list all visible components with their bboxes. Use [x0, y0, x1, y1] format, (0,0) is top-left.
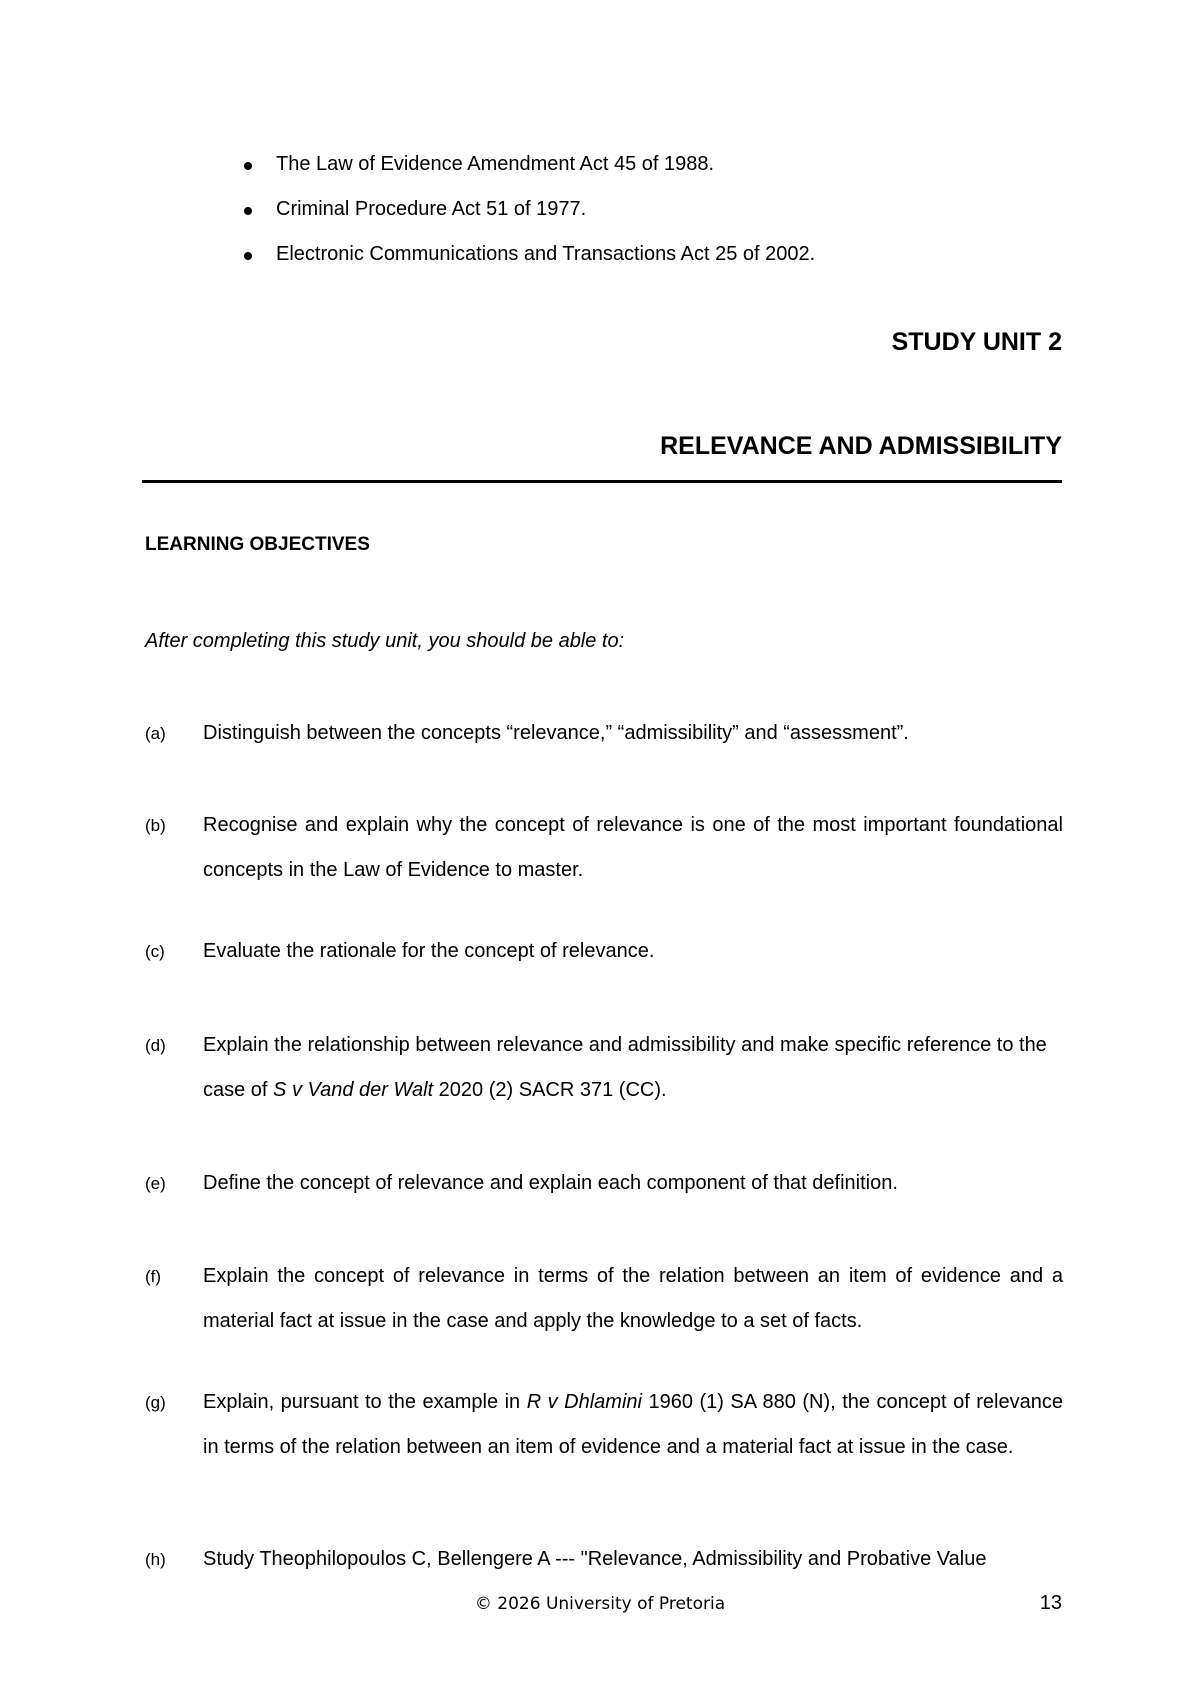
- objective-text: Study Theophilopoulos C, Bellengere A --- "Relevance, Admissibility and Probative Value: [203, 1548, 987, 1570]
- objective-marker: (f): [145, 1267, 162, 1286]
- objective-marker: (g): [145, 1393, 166, 1412]
- objective-text: [203, 1023, 1083, 1113]
- acts-list: [240, 142, 815, 277]
- case-citation: R v Dhlamini: [526, 1391, 642, 1413]
- objective-b: [145, 803, 1080, 893]
- objective-text: Distinguish between the concepts “relevance,” “admissibility” and “assessment”.: [203, 722, 909, 744]
- objective-marker: (h): [145, 1550, 166, 1569]
- objective-text: Evaluate the rationale for the concept of relevance.: [203, 940, 655, 962]
- objective-e: [145, 1161, 1080, 1206]
- objective-text-part: 1960 (1) SA 880 (N), the concept of relevance in terms of the relation between an item of evidence and a material fact at issue in the case.: [203, 1391, 1063, 1458]
- objective-text-part: Explain, pursuant to the example in: [203, 1391, 527, 1413]
- objective-marker: (b): [145, 816, 166, 835]
- objective-h: [145, 1537, 1080, 1582]
- objective-g: [145, 1380, 1080, 1470]
- objective-marker: (a): [145, 724, 166, 743]
- objective-a: [145, 711, 1080, 756]
- footer-copyright: © 2026 University of Pretoria: [474, 1594, 726, 1614]
- objective-marker: (d): [145, 1036, 166, 1055]
- learning-objectives-heading: LEARNING OBJECTIVES: [145, 534, 370, 555]
- objective-text-part: 2020 (2) SACR 371 (CC).: [433, 1079, 667, 1101]
- page-number: 13: [1039, 1592, 1062, 1614]
- list-item: The Law of Evidence Amendment Act 45 of 1988.: [240, 142, 815, 187]
- objective-text: Explain the concept of relevance in terms of the relation between an item of evidence and a material fact at issue in the case and apply the knowledge to a set of facts.: [203, 1265, 1063, 1332]
- objective-c: [145, 929, 1080, 974]
- objectives-intro: After completing this study unit, you should be able to:: [145, 630, 625, 652]
- study-unit-title: RELEVANCE AND ADMISSIBILITY: [660, 432, 1062, 460]
- objective-d: [145, 1023, 1080, 1113]
- list-item: Electronic Communications and Transactions Act 25 of 2002.: [240, 232, 815, 277]
- objective-text: Define the concept of relevance and explain each component of that definition.: [203, 1172, 898, 1194]
- objective-f: [145, 1254, 1080, 1344]
- objective-text: [203, 1380, 1063, 1470]
- objective-marker: (c): [145, 942, 165, 961]
- list-item: Criminal Procedure Act 51 of 1977.: [240, 187, 815, 232]
- objective-text-part: Explain the relationship between relevance and admissibility and make specific reference to the case of: [203, 1034, 1047, 1101]
- study-unit-number: STUDY UNIT 2: [891, 328, 1062, 356]
- objective-marker: (e): [145, 1174, 166, 1193]
- objective-text: Recognise and explain why the concept of relevance is one of the most important foundational concepts in the Law of Evidence to master.: [203, 814, 1063, 881]
- title-divider: [142, 480, 1062, 483]
- case-citation: S v Vand der Walt: [273, 1079, 434, 1101]
